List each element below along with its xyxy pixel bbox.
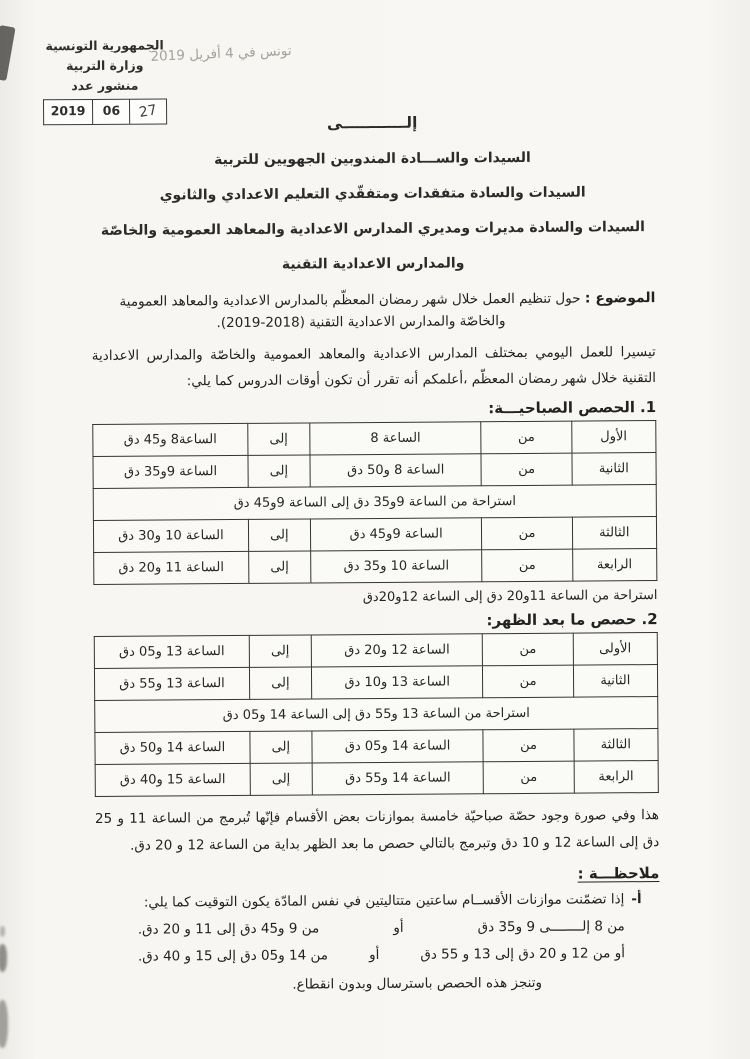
option-segment: من 9 و45 دق إلى 11 و 20 دق. [137, 920, 320, 938]
session-row [93, 453, 656, 489]
section-label: الحصص الصباحيـــة: [488, 398, 636, 418]
from-label: من [483, 729, 573, 762]
to-label: إلى [248, 423, 310, 455]
circular-number-cell: 27 [129, 98, 167, 125]
letterhead [11, 35, 200, 126]
session-ordinal: الأول [571, 421, 656, 454]
start-time: الساعة 8 [310, 422, 482, 455]
afternoon-sessions-table [94, 632, 659, 797]
note-title: ملاحظـــة : [577, 863, 660, 883]
option-segment: أو من 12 و 20 دق إلى 13 و 55 دق [420, 945, 626, 963]
morning-sessions-table [92, 420, 657, 585]
subject-label: الموضوع : [584, 290, 656, 307]
session-ordinal: الثانية [573, 665, 658, 698]
session-row [94, 549, 657, 585]
from-label: من [482, 549, 572, 582]
or-separator: أو [393, 919, 404, 936]
from-label: من [484, 761, 574, 794]
from-label: من [483, 633, 573, 666]
break-row [95, 697, 658, 733]
end-time: الساعة 13 و55 دق [94, 668, 249, 701]
from-label: من [481, 453, 571, 486]
session-row [94, 665, 657, 701]
to-label: إلى [249, 551, 311, 583]
addressee-line: السيدات والسادة متفقدات ومتفقّدي التعليم الاعدادي والثانوي [159, 184, 586, 204]
subject-line [91, 287, 655, 314]
break-text: استراحة من الساعة 13 و55 دق إلى الساعة 14 و05 دق [95, 697, 658, 733]
end-time: الساعة8 و45 دق [93, 424, 248, 457]
to-label: إلى [248, 519, 310, 551]
option-segment: من 8 إلــــــــى 9 و35 دق [477, 918, 625, 936]
note-option-row [138, 918, 625, 937]
session-row [93, 517, 656, 553]
to-label: إلى [250, 763, 312, 795]
to-label: إلى [249, 635, 311, 667]
section-label: حصص ما بعد الظهر: [486, 610, 637, 630]
letterhead-ministry: وزارة التربية [65, 57, 144, 74]
start-time: الساعة 13 و10 دق [311, 666, 483, 699]
from-label: من [481, 421, 571, 454]
end-time: الساعة 15 و40 دق [95, 764, 250, 797]
or-separator: أو [368, 946, 380, 963]
note-item-prefix: أ- [631, 891, 642, 908]
start-time: الساعة 9و45 دق [310, 518, 482, 551]
circular-number-label: منشور عدد [71, 77, 139, 94]
from-label: من [483, 665, 573, 698]
end-time: الساعة 11 و20 دق [94, 552, 249, 585]
to-heading: إلــــــــــــى [326, 113, 418, 133]
intro-paragraph: تيسيرا للعمل اليومي بمختلف المدارس الاعدادية والمعاهد العمومية والخاصّة والمدارس الاعدادية التقنية خلال شهر رمضان المعظّم ،أعلمكم أنه تقرر أن تكون أوقات الدروس كما يلي: [91, 343, 657, 390]
session-ordinal: الثانية [572, 453, 657, 486]
from-label: من [482, 517, 572, 550]
break-text: استراحة من الساعة 9و35 دق إلى الساعة 9و45 دق [93, 485, 656, 521]
end-time: الساعة 10 و30 دق [93, 520, 248, 553]
closing-line: وتنجز هذه الحصص باسترسال وبدون انقطاع. [292, 974, 543, 993]
to-label: إلى [250, 731, 312, 763]
session-ordinal: الرابعة [574, 761, 659, 794]
to-label: إلى [248, 455, 310, 487]
note-option-row [138, 945, 625, 964]
section-title-afternoon [94, 610, 658, 632]
fifth-session-paragraph: هذا وفي صورة وجود حصّة صباحيّة خامسة بموازنات بعض الأقسام فإنّها تُبرمج من الساعة 11 و 25 دق إلى الساعة 12 و 10 دق وتبرمج بالتالي حصص ما بعد الظهر بداية من الساعة 12 و 20 دق. [94, 807, 660, 854]
session-ordinal: الثالثة [572, 517, 657, 550]
session-ordinal: الثالثة [573, 729, 658, 762]
session-ordinal: الرابعة [572, 549, 657, 582]
start-time: الساعة 12 و20 دق [311, 634, 483, 667]
start-time: الساعة 14 و05 دق [312, 730, 484, 763]
letterhead-country: الجمهورية التونسية [45, 37, 164, 54]
section-title-morning [92, 398, 656, 420]
session-row [94, 633, 657, 669]
start-time: الساعة 10 و35 دق [310, 550, 482, 583]
addressee-line: السيدات والسادة مديرات ومديري المدارس الاعدادية والمعاهد العمومية والخاصّة [100, 219, 645, 239]
break-row [93, 485, 656, 521]
handwritten-date-stamp: تونس في 4 أفريل 2019 [150, 42, 292, 65]
end-time: الساعة 13 و05 دق [94, 636, 249, 669]
session-row [93, 421, 656, 457]
note-item-text: إذا تضمّنت موازنات الأقســام ساعتين متتاليتين في نفس المادّة يكون التوقيت كما يلي: [143, 891, 625, 911]
addressee-line: والمدارس الاعدادية التقنية [281, 255, 465, 273]
session-ordinal: الأولى [573, 633, 658, 666]
to-label: إلى [249, 667, 311, 699]
option-segment: من 14 و05 دق إلى 15 و 40 دق. [137, 947, 329, 965]
session-row [95, 729, 658, 765]
section-number: 2. [641, 610, 658, 629]
subject-text: حول تنظيم العمل خلال شهر رمضان المعظّم بالمدارس الاعدادية والمعاهد العمومية [119, 290, 581, 310]
circular-month-cell: 06 [92, 99, 129, 126]
session-row [95, 761, 658, 797]
section-number: 1. [639, 398, 657, 417]
start-time: الساعة 14 و55 دق [312, 762, 484, 795]
end-time: الساعة 9و35 دق [93, 456, 248, 489]
subject-text-continued: والخاصّة والمدارس الاعدادية التقنية (2018-2019). [216, 313, 506, 332]
circular-year-cell: 2019 [43, 99, 93, 126]
note-item-a [96, 891, 642, 911]
midday-break-note: استراحة من الساعة 11و20 دق إلى الساعة 12و20دق [362, 588, 658, 606]
start-time: الساعة 8 و50 دق [310, 454, 482, 487]
addressee-line: السيدات والســـادة المندوبين الجهويين للتربية [214, 149, 531, 169]
end-time: الساعة 14 و50 دق [95, 732, 250, 765]
